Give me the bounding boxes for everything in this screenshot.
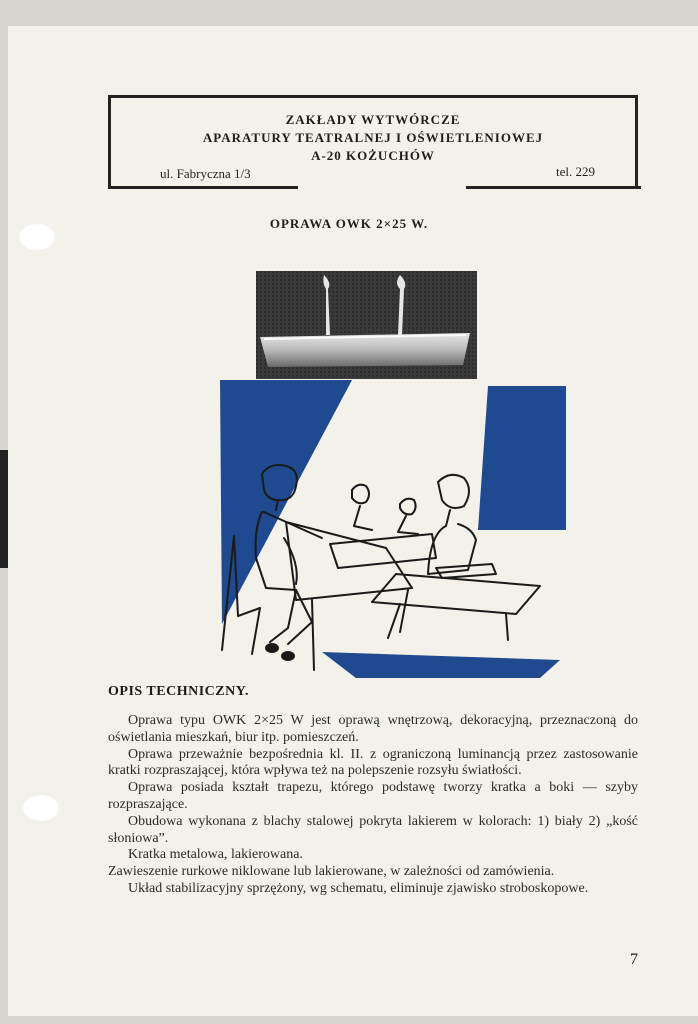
binding-strip <box>0 450 8 568</box>
office-illustration <box>200 378 572 678</box>
header-rule-left <box>108 186 298 189</box>
company-phone: tel. 229 <box>556 164 595 179</box>
company-name-line2: APARATURY TEATRALNEJ I OŚWIETLENIOWEJ <box>202 130 544 145</box>
technical-description <box>108 713 638 898</box>
paragraph-6: Zawieszenie rurkowe niklowane lub lakierowane, w zależności od zamówienia. <box>108 864 555 880</box>
luminaire-photo <box>256 271 477 379</box>
header-rule-right <box>466 186 641 189</box>
product-title: OPRAWA OWK 2×25 W. <box>269 216 429 231</box>
shoes <box>265 643 295 661</box>
paragraph-7: Układ stabilizacyjny sprzężony, wg schematu, eliminuje zjawisko stroboskopowe. <box>128 880 589 896</box>
company-location: A-20 KOŻUCHÓW <box>311 148 435 163</box>
punch-hole-bottom <box>22 794 60 822</box>
paragraph-1: Oprawa typu OWK 2×25 W jest oprawą wnętrzową, dekoracyjną, przeznaczoną do oświetlania mieszkań, biur itp. pomieszczeń. <box>108 713 638 745</box>
company-name-line1: ZAKŁADY WYTWÓRCZE <box>285 112 461 127</box>
paragraph-5: Kratka metalowa, lakierowana. <box>128 847 303 863</box>
paragraph-4: Obudowa wykonana z blachy stalowej pokryta lakierem w kolorach: 1) biały 2) „kość słoniowa”. <box>108 813 638 846</box>
floor-rug <box>322 652 560 678</box>
section-heading: OPIS TECHNICZNY. <box>108 684 250 699</box>
paragraph-2: Oprawa przeważnie bezpośrednia kl. II. z ograniczoną luminancją przez zastosowanie kratki rozpraszającej, która wpływa też na polepszenie rozsyłu światłości. <box>108 746 638 779</box>
company-street: ul. Fabryczna 1/3 <box>160 166 251 181</box>
light-beam-left <box>220 380 352 624</box>
window-panel <box>478 386 566 530</box>
page-number: 7 <box>630 951 638 968</box>
paragraph-3: Oprawa posiada kształt trapezu, którego podstawę tworzy kratka a boki — szyby rozpraszające. <box>108 780 638 812</box>
company-header <box>108 95 638 187</box>
